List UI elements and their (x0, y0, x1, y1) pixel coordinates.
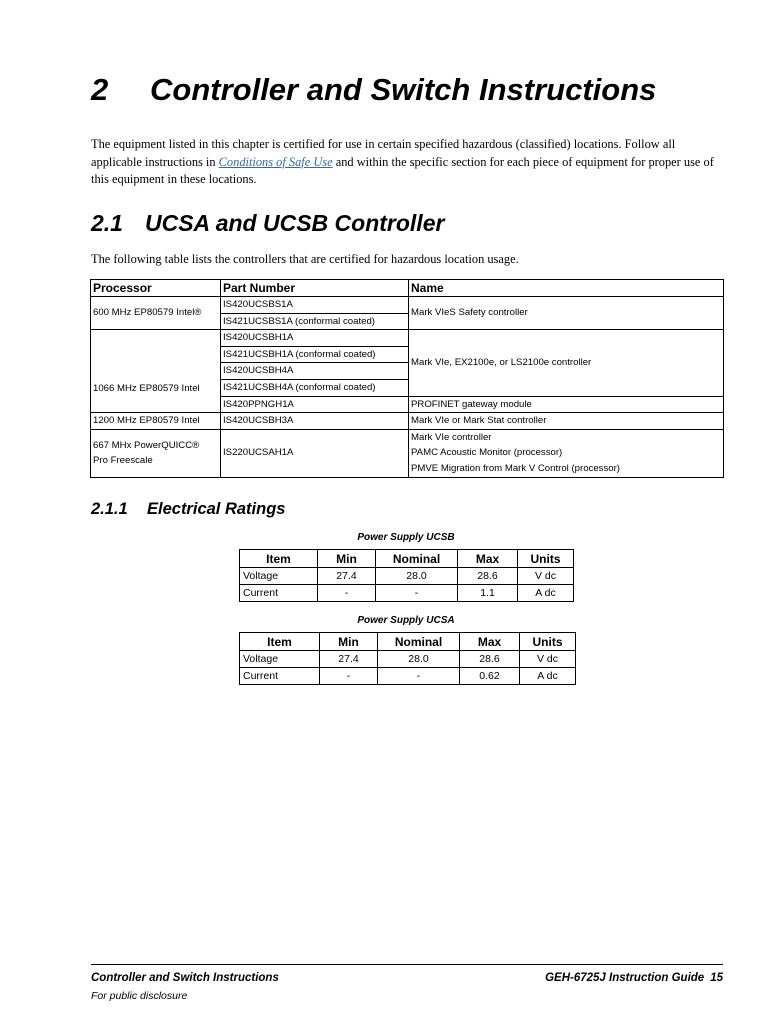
header-min: Min (318, 550, 376, 568)
max-cell: 28.6 (460, 651, 520, 668)
footer-doc-info (545, 971, 723, 986)
name-line: Mark VIe controller (411, 431, 492, 443)
max-cell: 0.62 (460, 668, 520, 685)
part-cell: IS420UCSBH1A (221, 330, 409, 347)
min-cell: 27.4 (320, 651, 378, 668)
chapter-heading (91, 70, 656, 110)
table-header-row (91, 280, 724, 297)
min-cell: 27.4 (318, 568, 376, 585)
header-processor: Processor (91, 280, 221, 297)
part-cell: IS420UCSBH3A (221, 413, 409, 430)
header-max: Max (460, 633, 520, 651)
subsection-number: 2.1.1 (91, 500, 128, 518)
units-cell: A dc (518, 585, 574, 602)
header-units: Units (520, 633, 576, 651)
name-cell (409, 429, 724, 477)
header-item: Item (240, 550, 318, 568)
processor-line: Pro Freescale (93, 455, 153, 467)
part-cell: IS421UCSBH1A (conformal coated) (221, 346, 409, 363)
units-cell: A dc (520, 668, 576, 685)
ratings-header-row (240, 550, 574, 568)
units-cell: V dc (518, 568, 574, 585)
processor-cell (91, 330, 221, 413)
intro-text-start: The equipment listed in this chapter is certified for use in certain specified hazardous (classified) locations. Follow all applicable instructions in (91, 137, 676, 169)
subsection-heading (91, 498, 285, 520)
name-line: PMVE Migration from Mark V Control (processor) (411, 462, 620, 474)
table-row (240, 651, 576, 668)
processor-cell: 600 MHz EP80579 Intel® (91, 297, 221, 330)
controller-table (90, 279, 724, 478)
header-nominal: Nominal (376, 550, 458, 568)
processor-cell (91, 429, 221, 477)
item-cell: Voltage (240, 651, 320, 668)
processor-line: 667 MHx PowerQUICC® (93, 439, 200, 451)
part-cell: IS420UCSBS1A (221, 297, 409, 314)
header-units: Units (518, 550, 574, 568)
section-heading (91, 208, 444, 238)
table-row (91, 330, 724, 347)
name-line: PAMC Acoustic Monitor (processor) (411, 447, 563, 459)
footer-chapter-title: Controller and Switch Instructions (91, 972, 279, 984)
item-cell: Current (240, 668, 320, 685)
processor-spacer (93, 397, 218, 413)
table-row (91, 413, 724, 430)
processor-cell: 1200 MHz EP80579 Intel (91, 413, 221, 430)
units-cell: V dc (520, 651, 576, 668)
chapter-number: 2 (91, 72, 109, 107)
nominal-cell: 28.0 (376, 568, 458, 585)
nominal-cell: - (378, 668, 460, 685)
part-cell: IS420UCSBH4A (221, 363, 409, 380)
ucsa-ratings-table (239, 632, 576, 685)
page-number: 15 (710, 972, 723, 984)
table-row (91, 429, 724, 477)
table-row (240, 568, 574, 585)
ucsa-table-caption: Power Supply UCSA (357, 615, 455, 626)
part-cell: IS421UCSBS1A (conformal coated) (221, 313, 409, 330)
header-item: Item (240, 633, 320, 651)
table-row (240, 668, 576, 685)
name-cell: PROFINET gateway module (409, 396, 724, 413)
name-cell: Mark VIeS Safety controller (409, 297, 724, 330)
header-part-number: Part Number (221, 280, 409, 297)
max-cell: 1.1 (458, 585, 518, 602)
ucsb-table-caption: Power Supply UCSB (357, 532, 455, 543)
nominal-cell: - (376, 585, 458, 602)
ratings-header-row (240, 633, 576, 651)
footer-doc-title: GEH-6725J Instruction Guide (545, 972, 705, 984)
footer-divider (91, 964, 723, 965)
item-cell: Current (240, 585, 318, 602)
footer-disclosure: For public disclosure (91, 990, 188, 1002)
header-name: Name (409, 280, 724, 297)
name-cell: Mark VIe, EX2100e, or LS2100e controller (409, 330, 724, 396)
intro-text-end: and within the specific section for each piece of equipment for proper use of this equipment in these locations. (91, 154, 714, 186)
table-row (91, 297, 724, 314)
part-cell: IS421UCSBH4A (conformal coated) (221, 379, 409, 396)
name-cell: Mark VIe or Mark Stat controller (409, 413, 724, 430)
header-nominal: Nominal (378, 633, 460, 651)
section-title: UCSA and UCSB Controller (145, 210, 445, 236)
chapter-intro (91, 136, 725, 189)
table-row (240, 585, 574, 602)
max-cell: 28.6 (458, 568, 518, 585)
min-cell: - (320, 668, 378, 685)
subsection-title: Electrical Ratings (147, 500, 286, 518)
min-cell: - (318, 585, 376, 602)
part-cell: IS420PPNGH1A (221, 396, 409, 413)
ucsb-ratings-table (239, 549, 574, 602)
conditions-of-safe-use-link[interactable]: Conditions of Safe Use (218, 154, 333, 169)
header-max: Max (458, 550, 518, 568)
item-cell: Voltage (240, 568, 318, 585)
header-min: Min (320, 633, 378, 651)
processor-line: 1066 MHz EP80579 Intel (93, 382, 200, 394)
part-cell: IS220UCSAH1A (221, 429, 409, 477)
chapter-title: Controller and Switch Instructions (150, 72, 657, 107)
section-lead: The following table lists the controllers that are certified for hazardous location usage. (91, 252, 519, 266)
nominal-cell: 28.0 (378, 651, 460, 668)
section-number: 2.1 (91, 210, 123, 236)
